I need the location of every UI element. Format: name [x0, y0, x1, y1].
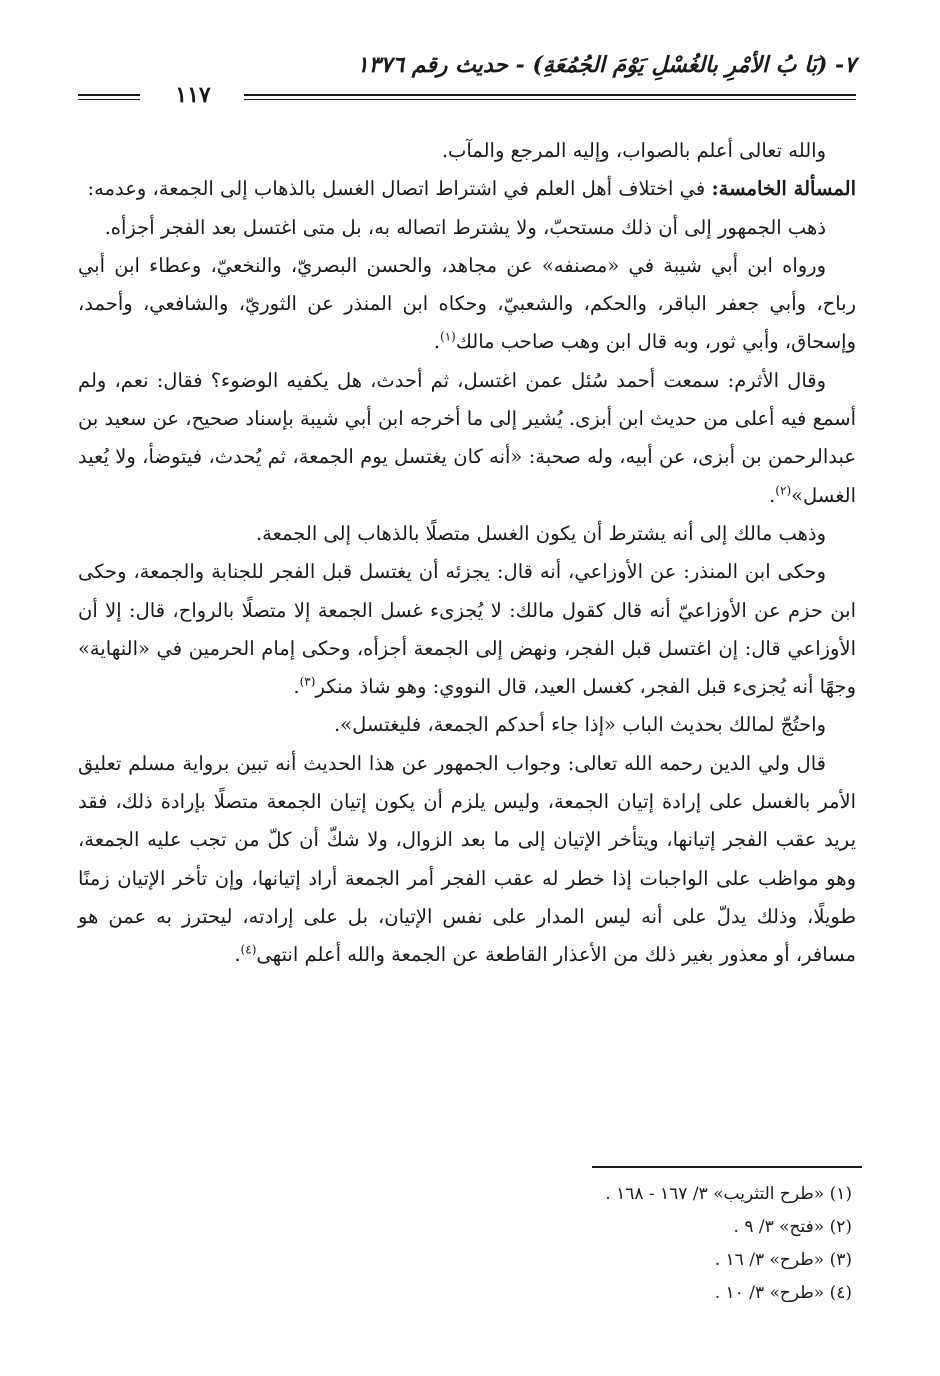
footnote-ref: (٣): [299, 674, 316, 689]
footnote: (٤) «طرح» ٣/ ١٠ .: [714, 1283, 852, 1303]
header-rule-left-thin: [78, 99, 140, 100]
section-label: المسألة الخامسة:: [711, 177, 856, 201]
footnote: (٣) «طرح» ٣/ ١٦ .: [714, 1250, 852, 1270]
paragraph: قال ولي الدين رحمه الله تعالى: وجواب الجمهور عن هذا الحديث أنه تبين برواية مسلم تعليق الأمر بالغسل على إرادة إتيان الجمعة، وليس يلزم أن يكون إتيان الجمعة متصلًا بإرادة ذلك، فقد يريد عقب الفجر إتيانها، ويتأخر الإتيان إلى ما بعد الزوال، ولا شكّ أن كلّ من تجب عليه الجمعة، وهو مواظب على الواجبات إذا خطر له عقب الفجر أمر الجمعة أراد إتيانها، وإن تأخر الإتيان زمنًا طويلًا، وذلك يدلّ على أنه ليس المدار على نفس الإتيان، بل على إرادته، ليحترز به عمن هو مسافر، أو معذور بغير ذلك من الأعذار القاطعة عن الجمعة والله أعلم انتهى$^{(٤)}$.: [78, 751, 856, 967]
header-rule-thin: [244, 99, 856, 100]
paragraph: وحكى ابن المنذر: عن الأوزاعي، أنه قال: يجزئه أن يغتسل قبل الفجر للجنابة والجمعة، وحكى ابن حزم عن الأوزاعيّ أنه قال كقول مالك: لا يُجزىء غسل الجمعة إلا متصلًا بالرواح، قال: إلا أن الأوزاعي قال: إن اغتسل قبل الفجر، ونهض إلى الجمعة أجزأه، وحكى إمام الحرمين في «النهاية» وجهًا أنه يُجزىء قبل الفجر، كغسل العيد، قال النووي: وهو شاذ منكر$^{(٣)}$.: [78, 560, 856, 699]
footnote-ref: (٤): [240, 942, 257, 957]
footnotes: [452, 1178, 852, 1310]
paragraph: والله تعالى أعلم بالصواب، وإليه المرجع والمآب.: [441, 139, 826, 162]
paragraph: ذهب الجمهور إلى أن ذلك مستحبّ، ولا يشترط اتصاله به، بل متى اغتسل بعد الفجر أجزأه.: [104, 215, 826, 239]
footnote-ref: (٢): [775, 483, 792, 498]
paragraph: واحتُجّ لمالك بحديث الباب «إذا جاء أحدكم الجمعة، فليغتسل».: [333, 713, 826, 737]
header-title: ٧- (بَا بُ الأمْرِ بالغُسْلِ يَوْمَ الجُمُعَةِ) - حديث رقم ١٣٧٦: [356, 52, 856, 78]
footnote-ref: (١): [440, 329, 456, 344]
footnote: (٢) «فتح» ٣/ ٩ .: [733, 1217, 852, 1237]
footnote: (١) «طرح التثريب» ٣/ ١٦٧ - ١٦٨ .: [605, 1184, 852, 1204]
paragraph: ورواه ابن أبي شيبة في «مصنفه» عن مجاهد، والحسن البصريّ، والنخعيّ، وعطاء ابن أبي رباح، وأبي جعفر الباقر، والحكم، والشعبيّ، وحكاه ابن المنذر عن الثوريّ، والشافعي، وأحمد، وإسحاق، وأبي ثور، وبه قال ابن وهب صاحب مالك$^{(١)}$.: [78, 253, 856, 354]
running-header: [78, 46, 856, 116]
header-rule-left: [78, 94, 140, 96]
page-number: ١١٧: [175, 82, 211, 108]
paragraph-masala: المسألة الخامسة: في اختلاف أهل العلم في اشتراط اتصال الغسل بالذهاب إلى الجمعة، وعدمه:: [87, 177, 856, 201]
footnote-separator: [592, 1166, 862, 1168]
paragraph: وذهب مالك إلى أنه يشترط أن يكون الغسل متصلًا بالذهاب إلى الجمعة.: [255, 521, 826, 545]
header-rule: [244, 94, 856, 96]
paragraph: وقال الأثرم: سمعت أحمد سُئل عمن اغتسل، ثم أحدث، هل يكفيه الوضوء؟ فقال: نعم، ولم أسمع فيه أعلى من حديث ابن أبزى. يُشير إلى ما أخرجه ابن أبي شيبة بإسناد صحيح، عن سعيد بن عبدالرحمن بن أبزى، عن أبيه، وله صحبة: «أنه كان يغتسل يوم الجمعة، ثم يُحدث، فيتوضأ، ولا يُعيد الغسل»$^{(٢)}$.: [78, 368, 856, 507]
body-text: [78, 132, 856, 975]
